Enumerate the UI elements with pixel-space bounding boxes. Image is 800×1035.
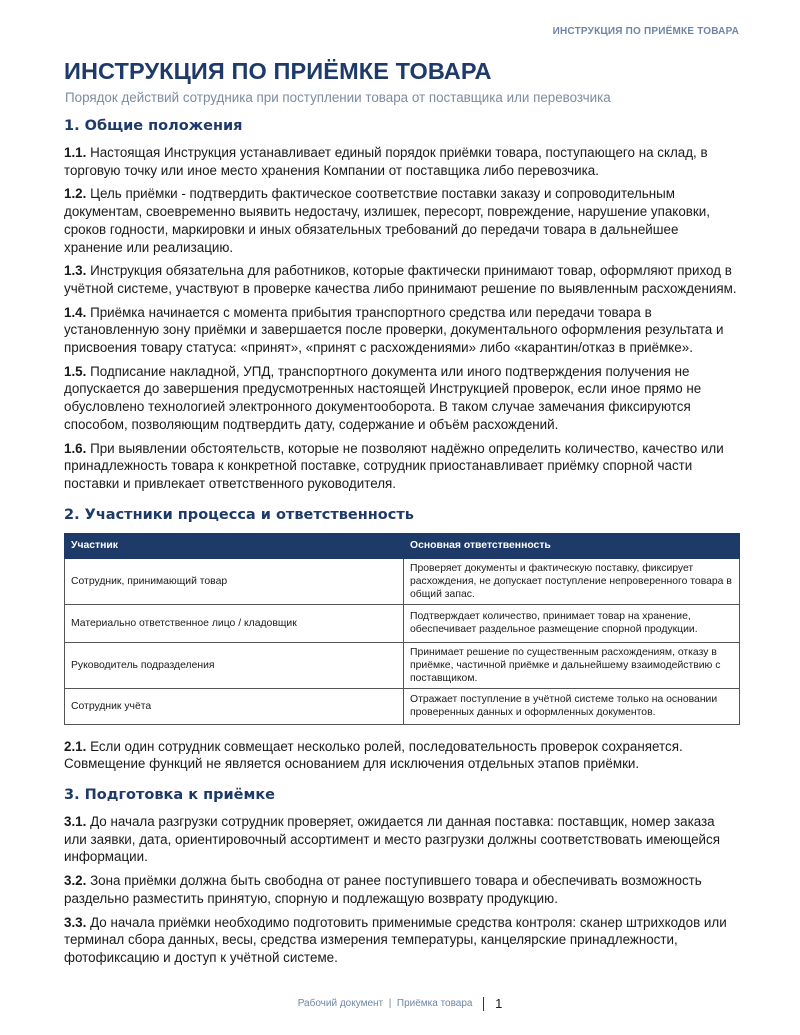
clause-1-2 [64, 185, 740, 256]
clause-1-5 [64, 363, 740, 434]
clause-3-2 [64, 872, 740, 907]
clause-number: 3.3. [64, 914, 87, 930]
section-general [64, 118, 740, 493]
running-header: ИНСТРУКЦИЯ ПО ПРИЁМКЕ ТОВАРА [552, 26, 739, 37]
table-cell-participant: Руководитель подразделения [65, 642, 404, 688]
footer-separator: | [388, 998, 392, 1010]
table-cell-responsibility: Принимает решение по существенным расхождениям, отказу в приёмке, частичной приёмке и дальнейшему взаимодействию с поставщиком. [404, 642, 740, 688]
document-title: ИНСТРУКЦИЯ ПО ПРИЁМКЕ ТОВАРА [64, 58, 492, 84]
table-cell-participant: Сотрудник учёта [65, 688, 404, 724]
clause-1-3 [64, 262, 740, 297]
section-heading: 3. Подготовка к приёмке [64, 787, 276, 804]
clause-1-4 [64, 304, 740, 357]
clause-3-3 [64, 914, 740, 967]
table-cell-responsibility: Отражает поступление в учётной системе только на основании проверенных данных и оформленных документов. [404, 688, 740, 724]
clause-number: 1.5. [64, 363, 87, 379]
clause-text: При выявлении обстоятельств, которые не позволяют надёжно определить количество, качество или принадлежность товара к конкретной поставке, сотрудник приостанавливает приёмку спорной части поставки и привлекает ответственного руководителя. [64, 440, 724, 491]
clause-3-1 [64, 813, 740, 866]
clause-text: Инструкция обязательна для работников, которые фактически принимают товар, оформляют приход в учётной системе, участвуют в проверке качества либо принимают решение по выявленным расхождениям. [64, 263, 737, 296]
clause-number: 1.4. [64, 304, 87, 320]
clause-text: До начала разгрузки сотрудник проверяет, ожидается ли данная поставка: поставщик, номер заказа или заявки, дата, ориентировочный ассортимент и место разгрузки должны соответствовать имеющейся информации. [64, 814, 720, 865]
table-row [65, 604, 740, 642]
page-number: 1 [495, 996, 503, 1011]
table-row [65, 642, 740, 688]
clause-number: 1.1. [64, 145, 87, 160]
table-row [65, 688, 740, 724]
footer-doc-type: Рабочий документ [297, 998, 384, 1010]
clause-number: 1.2. [64, 186, 87, 202]
document-subtitle: Порядок действий сотрудника при поступлении товара от поставщика или перевозчика [65, 90, 611, 105]
clause-text: Зона приёмки должна быть свободна от ранее поступившего товара и обеспечивать возможность раздельно разместить принятую, спорную и подлежащую возврату продукцию. [64, 873, 702, 906]
table-cell-participant: Сотрудник, принимающий товар [65, 558, 404, 604]
table-cell-participant: Материально ответственное лицо / кладовщик [65, 604, 404, 642]
clause-number: 3.2. [64, 873, 87, 889]
clause-text: Если один сотрудник совмещает несколько ролей, последовательность проверок сохраняется. Совмещение функций не является основанием для исключения отдельных этапов приёмки. [64, 738, 683, 772]
clause-number: 2.1. [64, 738, 87, 754]
clause-text: Цель приёмки - подтвердить фактическое соответствие поставки заказу и сопроводительным документам, своевременно выявить недостачу, излишек, пересорт, повреждение, нарушение упаковки, сроков годности, маркировки и иных обязательных требований до передачи товара в дальнейшее хранение или реализацию. [64, 186, 710, 255]
document-body [64, 118, 740, 981]
column-header-participant: Участник [65, 533, 404, 558]
clause-number: 1.6. [64, 440, 87, 456]
clause-text: Приёмка начинается с момента прибытия транспортного средства или передачи товара в установленную зону приёмки и завершается после проверки, документального оформления результата и присвоения товару статуса: «принят», «принят с расхождениями» либо «карантин/отказ в приёмке». [64, 304, 724, 356]
section-preparation [64, 787, 740, 967]
section-heading: 1. Общие положения [64, 118, 243, 134]
clause-number: 1.3. [64, 263, 87, 279]
clause-1-6 [64, 440, 740, 493]
table-cell-responsibility: Проверяет документы и фактическую поставку, фиксирует расхождения, не допускает поступление непроверенного товара в общий запас. [404, 558, 740, 604]
clause-2-1 [64, 738, 740, 773]
table-cell-responsibility: Подтверждает количество, принимает товар на хранение, обеспечивает раздельное размещение спорной продукции. [404, 604, 740, 642]
table-header-row [65, 533, 740, 558]
responsibility-table [64, 533, 740, 725]
clause-text: До начала приёмки необходимо подготовить применимые средства контроля: сканер штрихкодов или терминал сбора данных, весы, средства измерения температуры, канцелярские принадлежности, фотофиксацию и доступ к учётной системе. [64, 914, 727, 965]
footer-divider [483, 997, 484, 1011]
clause-1-1 [64, 144, 740, 179]
section-heading: 2. Участники процесса и ответственность [64, 506, 414, 523]
clause-number: 3.1. [64, 814, 87, 830]
section-participants [64, 507, 740, 773]
column-header-responsibility: Основная ответственность [404, 533, 740, 558]
page-footer [0, 996, 800, 1011]
clause-text: Подписание накладной, УПД, транспортного документа или иного подтверждения получения не допускается до завершения предусмотренных настоящей Инструкцией проверок, если иное прямо не обусловлено технологией электронного документооборота. В таком случае замечания фиксируются способом, позволяющим подтвердить дату, содержание и объём расхождений. [64, 363, 702, 432]
table-row [65, 558, 740, 604]
footer-doc-name: Приёмка товара [396, 998, 473, 1010]
clause-text: Настоящая Инструкция устанавливает единый порядок приёмки товара, поступающего на склад, в торговую точку или иное место хранения Компании от поставщика либо перевозчика. [64, 145, 708, 178]
